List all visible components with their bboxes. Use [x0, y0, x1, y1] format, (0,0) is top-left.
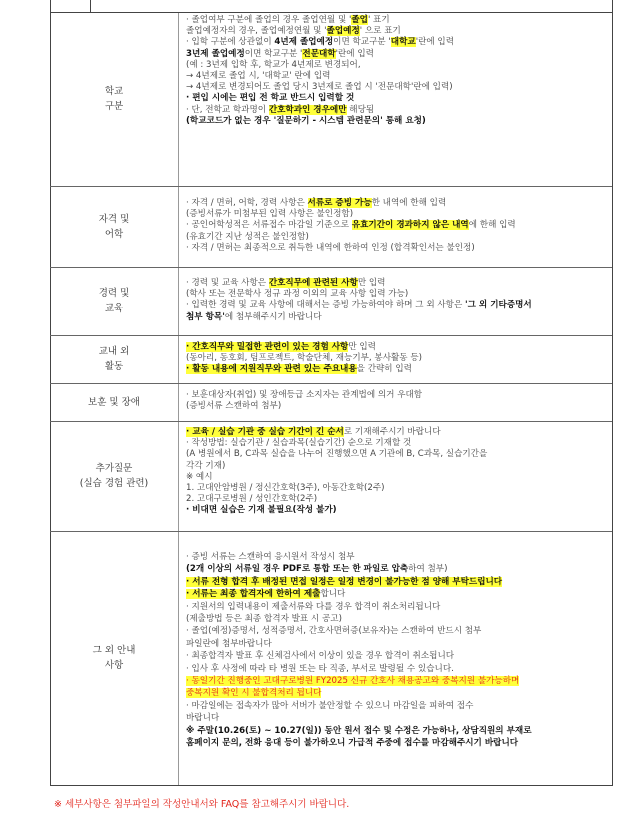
content-line — [186, 49, 612, 60]
text-segment: · 증빙 서류는 스캔하여 응시원서 작성시 첨부 — [186, 552, 355, 562]
text-segment: · 입력한 경력 및 교육 사항에 대해서는 증빙 가능하여야 하며 그 외 사항은 — [186, 300, 465, 311]
text-segment: · 교육 / 실습 기관 중 실습 기간이 긴 순서 — [186, 427, 344, 437]
text-segment: · 마감일에는 접속자가 많아 서버가 불안정할 수 있으니 마감일을 피하여 접수 — [186, 700, 474, 711]
label-line: 구분 — [104, 101, 124, 112]
text-segment: 만 입력 — [357, 278, 386, 288]
content-line — [186, 675, 612, 687]
label-line: 학교 — [104, 86, 124, 97]
label-line: 어학 — [104, 228, 124, 240]
text-segment: 이면 학교구분 ' — [333, 37, 391, 48]
row-label-campus — [50, 335, 178, 383]
content-line — [186, 700, 612, 712]
content-line — [186, 105, 612, 116]
text-segment: 하여 첨부) — [408, 564, 448, 575]
text-segment: 서류로 증빙 가능 — [307, 198, 372, 208]
text-segment: 첨부 항목' — [186, 311, 225, 322]
text-segment: · 비대면 실습은 기재 불필요(작성 불가) — [186, 505, 337, 516]
label-line: 사항 — [104, 660, 124, 671]
label-line: 교육 — [104, 303, 124, 314]
content-line — [186, 300, 612, 311]
text-segment: 각각 기재) — [186, 460, 226, 471]
text-segment: 간호학과인 경우에만 — [268, 104, 347, 115]
content-line — [186, 737, 612, 749]
content-line — [186, 461, 612, 472]
text-segment: (A 병원에서 B, C과목 실습을 나누어 진행했으면 A 기관에 B, C과목, 실습기간을 — [186, 449, 488, 460]
content-line — [186, 483, 612, 494]
content-line — [186, 551, 612, 563]
content-line — [186, 220, 612, 231]
text-segment: 1. 고대안암병원 / 정신간호학(3주), 아동간호학(2주) — [186, 483, 385, 494]
text-segment: 졸업 — [351, 15, 368, 25]
label-line: 그 외 안내 — [92, 645, 136, 656]
text-segment: (2개 이상의 서류일 경우 PDF로 통합 또는 한 파일로 압축 — [186, 564, 409, 575]
content-line — [186, 278, 612, 289]
text-segment: · 보훈대상자(취업) 및 장애등급 소지자는 관계법에 의거 우대함 — [186, 390, 423, 400]
row-label-extra — [50, 421, 178, 531]
content-line — [186, 15, 612, 26]
content-line — [186, 687, 612, 699]
text-segment: (예 : 3년제 입학 후, 학교가 4년제로 변경되어, — [186, 59, 361, 70]
text-segment: · 간호직무와 밀접한 관련이 있는 경험 사항 — [186, 342, 349, 352]
label-line: (실습 경험 관련) — [79, 478, 149, 489]
text-segment: (증빙서류 스캔하여 첨부) — [186, 401, 282, 412]
label-line: 자격 및 — [98, 213, 130, 225]
text-segment: 중복지원 확인 시 불합격처리 됩니다 — [186, 688, 322, 699]
content-line — [186, 663, 612, 675]
row-content-extra — [186, 427, 612, 517]
content-line — [186, 588, 612, 600]
content-line — [186, 427, 612, 438]
row-label-career — [50, 267, 178, 335]
content-line — [186, 401, 612, 412]
text-segment: · 졸업여부 구분에 졸업의 경우 졸업연월 및 ' — [186, 15, 352, 25]
row-content-school — [186, 15, 612, 127]
text-segment: 홈페이지 문의, 전화 응대 등이 불가하오니 가급적 주중에 접수를 마감해주시기 바랍니다 — [186, 738, 519, 749]
text-segment: · 활동 내용에 지원직무와 관련 있는 주요내용 — [186, 364, 357, 375]
row-content-veteran — [186, 390, 612, 412]
content-line — [186, 638, 612, 650]
text-segment: · 지원서의 입력내용이 제출서류와 다를 경우 합격이 취소처리됩니다 — [186, 601, 441, 612]
text-segment: (제출방법 등은 최종 합격자 발표 시 공고) — [186, 614, 342, 625]
text-segment: 한 내역에 한해 입력 — [371, 198, 447, 208]
text-segment: · 자격 / 면허는 최종적으로 취득한 내역에 한하여 인정 (합격확인서는 불인정) — [186, 242, 475, 253]
content-line — [186, 449, 612, 460]
text-segment: · 경력 및 교육 사항은 — [186, 278, 269, 288]
text-segment: 졸업예정 — [326, 26, 360, 37]
text-segment: 파일란에 첨부바랍니다 — [186, 638, 272, 649]
text-segment: · 서류 전형 합격 후 배정된 면접 일정은 일정 변경이 불가능한 점 양해 부탁드립니다 — [186, 576, 503, 587]
text-segment: 간호직무에 관련된 사항 — [268, 278, 358, 288]
text-segment: · 동일기간 진행중인 고대구로병원 FY2025 신규 간호사 채용공고와 중복지원 불가능하며 — [186, 676, 520, 687]
content-line — [186, 613, 612, 625]
text-segment: 에 한해 입력 — [468, 220, 516, 231]
text-segment: · 입사 후 사정에 따라 타 병원 또는 타 직종, 부서로 발령될 수 있습니다. — [186, 663, 454, 674]
content-line — [186, 198, 612, 209]
text-segment: → 4년제로 졸업 시, '대학교' 란에 입력 — [186, 71, 331, 82]
text-segment: 4년제 졸업예정 — [274, 37, 334, 48]
text-segment: (동아리, 동호회, 팀프로젝트, 학술단체, 재능기부, 봉사활동 등) — [186, 353, 422, 364]
content-line — [186, 472, 612, 483]
content-line — [186, 116, 612, 127]
text-segment: (유효기간 지난 성적은 불인정함) — [186, 231, 309, 242]
text-segment: · 졸업(예정)증명서, 성적증명서, 간호사면허증(보유자)는 스캔하여 반드시 첨부 — [186, 626, 482, 637]
text-segment: · 공인어학성적은 서류접수 마감일 기준으로 — [186, 220, 352, 231]
text-segment: 에 첨부해주시기 바랍니다 — [224, 311, 322, 322]
text-segment: 2. 고대구로병원 / 성인간호학(2주) — [186, 494, 318, 505]
content-line — [186, 601, 612, 613]
row-content-campus — [186, 342, 612, 376]
label-line: 추가질문 — [95, 463, 133, 474]
label-line: 보훈 및 장애 — [88, 396, 140, 408]
text-segment: 전문대학 — [302, 48, 336, 59]
text-segment: 졸업예정자의 경우, 졸업예정연월 및 ' — [186, 26, 327, 37]
content-line — [186, 243, 612, 254]
text-segment: · 단, 전학교 학과명이 — [186, 104, 269, 115]
text-segment: · 자격 / 면허, 어학, 경력 사항은 — [186, 198, 308, 208]
content-line — [186, 725, 612, 737]
text-segment: (학사 또는 전문학사 정규 과정 이외의 교육 사항 입력 가능) — [186, 289, 409, 300]
row-label-school — [50, 12, 178, 186]
text-segment: 합니다 — [320, 589, 346, 600]
text-segment: 해당됨 — [346, 104, 375, 115]
content-line — [186, 353, 612, 364]
content-line — [186, 364, 612, 375]
content-line — [186, 390, 612, 401]
content-line — [186, 232, 612, 243]
content-line — [186, 438, 612, 449]
content-line — [186, 312, 612, 323]
text-segment: → 4년제로 변경되어도 졸업 당시 3년제로 졸업 시 '전문대학'란에 입력) — [186, 82, 453, 93]
text-segment: ※ 예시 — [186, 471, 213, 482]
text-segment: · 최종합격자 발표 후 신체검사에서 이상이 있을 경우 합격이 취소됩니다 — [186, 651, 455, 662]
row-label-veteran — [50, 383, 178, 421]
text-segment: · 편입 시에는 편입 전 학교 반드시 입력할 것 — [186, 93, 355, 104]
row-label-other — [50, 531, 178, 785]
text-segment: (증빙서류가 미첨부된 입력 사항은 불인정함) — [186, 209, 354, 220]
content-line — [186, 712, 612, 724]
row-content-career — [186, 278, 612, 323]
content-line — [186, 494, 612, 505]
content-line — [186, 71, 612, 82]
text-segment: (학교코드가 없는 경우 '질문하기 - 시스템 관련문의' 통해 요청) — [186, 115, 426, 126]
text-segment: 3년제 졸업예정 — [186, 48, 245, 59]
content-line — [186, 82, 612, 93]
text-segment: '란에 입력 — [415, 37, 455, 48]
content-line — [186, 650, 612, 662]
row-content-other — [186, 551, 612, 750]
content-line — [186, 26, 612, 37]
label-line: 활동 — [104, 361, 124, 372]
text-segment: · 작성방법: 실습기관 / 실습과목(실습기간) 순으로 기재할 것 — [186, 438, 412, 449]
text-segment: 유효기간이 경과하지 않은 내역 — [351, 220, 469, 231]
label-line: 경력 및 — [98, 288, 130, 299]
text-segment: 만 입력 — [348, 342, 376, 352]
content-line — [186, 505, 612, 516]
text-segment: ' 으로 표기 — [359, 26, 401, 37]
row-content-qualification — [186, 198, 612, 254]
footer-note: ※ 세부사항은 첨부파일의 작성안내서와 FAQ를 참고해주시기 바랍니다. — [54, 799, 350, 810]
content-line — [186, 209, 612, 220]
label-line: 교내 외 — [98, 346, 130, 357]
text-segment: '란에 입력 — [335, 48, 374, 59]
row-label-qualification — [50, 186, 178, 267]
content-line — [186, 37, 612, 48]
content-line — [186, 342, 612, 353]
content-line — [186, 563, 612, 575]
text-segment: 바랍니다 — [186, 713, 220, 724]
content-line — [186, 289, 612, 300]
content-line — [186, 625, 612, 637]
text-segment: 로 기재해주시기 바랍니다 — [343, 427, 441, 437]
text-segment: 을 간략히 입력 — [356, 364, 412, 375]
content-line — [186, 93, 612, 104]
text-segment: '그 외 기타증명서 — [465, 300, 532, 311]
content-line — [186, 60, 612, 71]
text-segment: · 입학 구분에 상관없이 — [186, 37, 275, 48]
text-segment: · 서류는 최종 합격자에 한하여 제출 — [186, 589, 321, 600]
text-segment: ※ 주말(10.26(토) ~ 10.27(일)) 동안 원서 접수 및 수정은 가능하나, 상담직원의 부재로 — [186, 725, 532, 736]
text-segment: 대학교 — [390, 37, 416, 48]
text-segment: ' 표기 — [367, 15, 390, 25]
content-line — [186, 576, 612, 588]
text-segment: 이면 학교구분 ' — [244, 48, 303, 59]
